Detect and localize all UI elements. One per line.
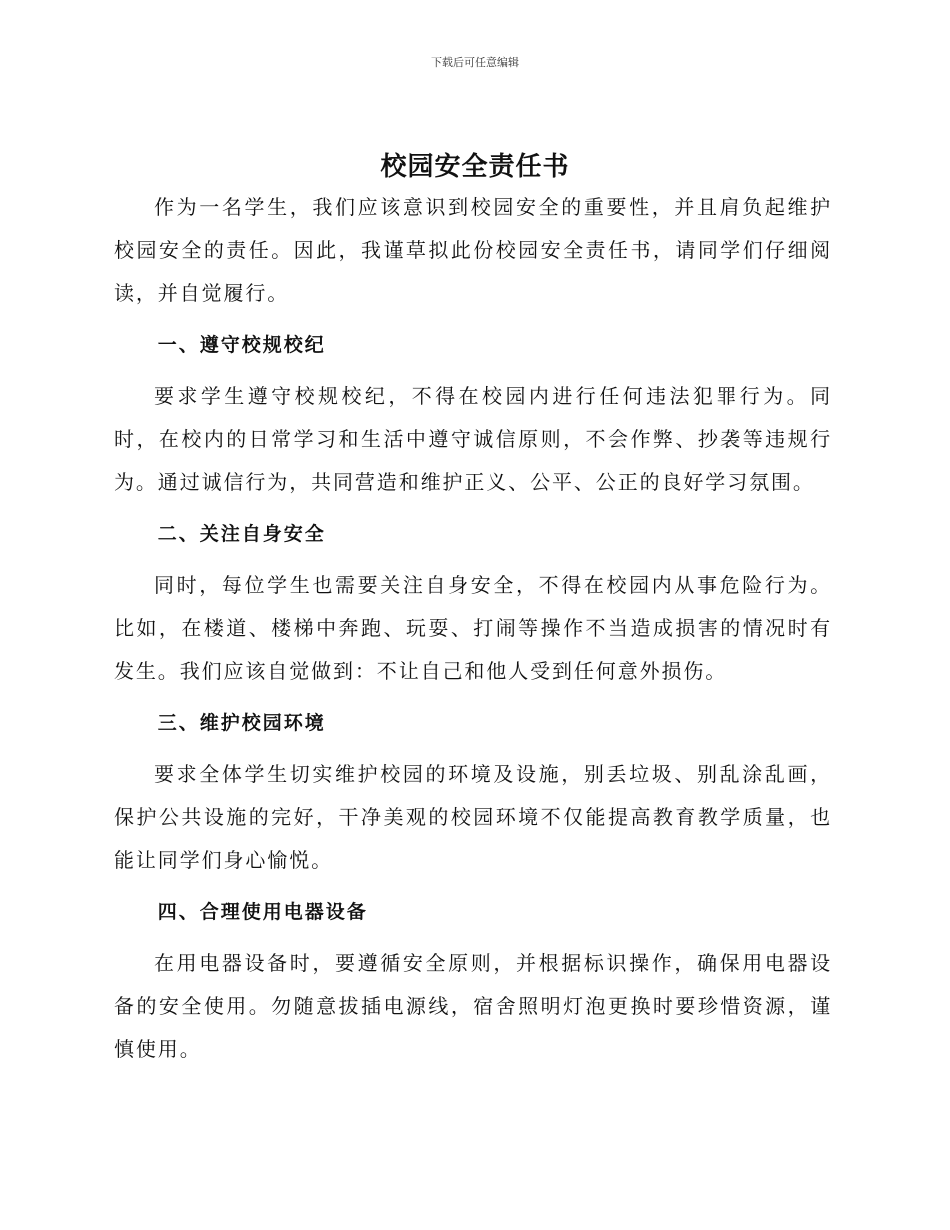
- section-body-3: 要求全体学生切实维护校园的环境及设施，别丢垃圾、别乱涂乱画，保护公共设施的完好，干净美观的校园环境不仅能提高教育教学质量，也能让同学们身心愉悦。: [114, 762, 832, 872]
- section-heading-3: 三、维护校园环境: [157, 712, 326, 734]
- document-title: 校园安全责任书: [380, 152, 570, 182]
- section-body-1: 要求学生遵守校规校纪，不得在校园内进行任何违法犯罪行为。同时，在校内的日常学习和生活中遵守诚信原则，不会作弊、抄袭等违规行为。通过诚信行为，共同营造和维护正义、公平、公正的良好学习氛围。: [114, 384, 832, 494]
- header-note: 下载后可任意编辑: [431, 56, 519, 69]
- intro-paragraph: 作为一名学生，我们应该意识到校园安全的重要性，并且肩负起维护校园安全的责任。因此，我谨草拟此份校园安全责任书，请同学们仔细阅读，并自觉履行。: [114, 195, 832, 305]
- section-heading-4: 四、合理使用电器设备: [157, 901, 368, 923]
- section-heading-2: 二、关注自身安全: [157, 523, 326, 545]
- section-heading-1: 一、遵守校规校纪: [157, 334, 326, 356]
- section-body-2: 同时，每位学生也需要关注自身安全，不得在校园内从事危险行为。比如，在楼道、楼梯中奔跑、玩耍、打闹等操作不当造成损害的情况时有发生。我们应该自觉做到：不让自己和他人受到任何意外损伤。: [114, 573, 832, 683]
- document-body: [114, 186, 832, 1071]
- section-body-4: 在用电器设备时，要遵循安全原则，并根据标识操作，确保用电器设备的安全使用。勿随意拔插电源线，宿舍照明灯泡更换时要珍惜资源，谨慎使用。: [114, 951, 832, 1061]
